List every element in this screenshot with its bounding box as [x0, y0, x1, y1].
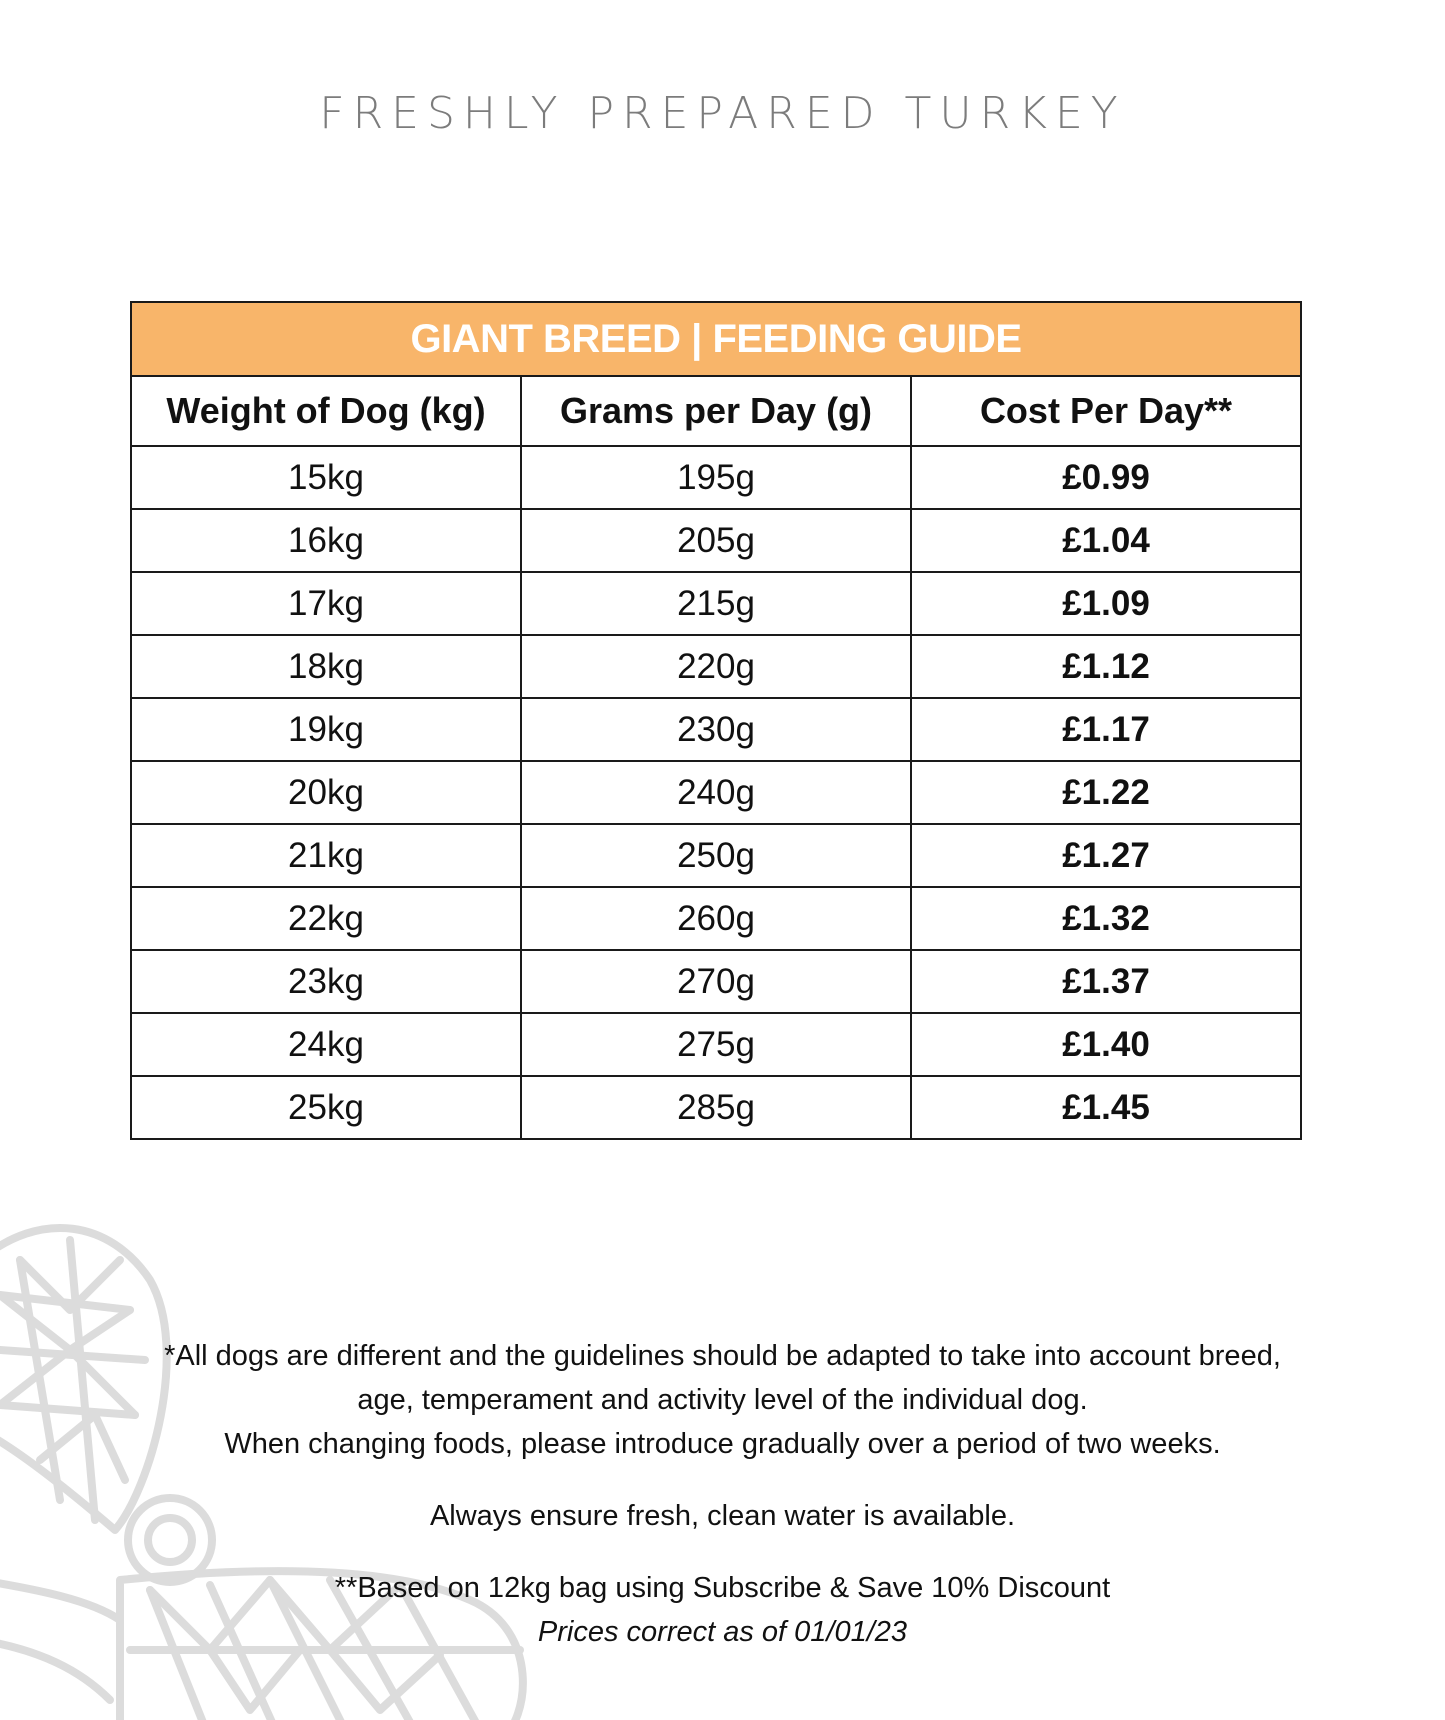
grams-cell: 240g [521, 761, 911, 824]
weight-cell: 24kg [131, 1013, 521, 1076]
column-header-grams: Grams per Day (g) [521, 376, 911, 446]
grams-cell: 285g [521, 1076, 911, 1139]
weight-cell: 21kg [131, 824, 521, 887]
grams-cell: 220g [521, 635, 911, 698]
weight-cell: 20kg [131, 761, 521, 824]
table-row [131, 572, 1301, 635]
cost-cell: £1.09 [911, 572, 1301, 635]
cost-cell: £1.40 [911, 1013, 1301, 1076]
table-row [131, 698, 1301, 761]
weight-cell: 25kg [131, 1076, 521, 1139]
weight-cell: 16kg [131, 509, 521, 572]
grams-cell: 215g [521, 572, 911, 635]
water-note: Always ensure fresh, clean water is available. [429, 1500, 1016, 1532]
cost-cell: £1.22 [911, 761, 1301, 824]
weight-cell: 19kg [131, 698, 521, 761]
cost-cell: £1.12 [911, 635, 1301, 698]
price-date-note: Prices correct as of 01/01/23 [537, 1616, 908, 1648]
column-header-weight: Weight of Dog (kg) [131, 376, 521, 446]
grams-cell: 195g [521, 446, 911, 509]
table-row [131, 887, 1301, 950]
feeding-guide-table [130, 301, 1302, 1140]
table-row [131, 635, 1301, 698]
table-row [131, 950, 1301, 1013]
table-header-row [131, 376, 1301, 446]
weight-cell: 15kg [131, 446, 521, 509]
table-caption-row [131, 302, 1301, 376]
grams-cell: 270g [521, 950, 911, 1013]
table-row [131, 1013, 1301, 1076]
cost-cell: £0.99 [911, 446, 1301, 509]
cost-cell: £1.17 [911, 698, 1301, 761]
page-title: FRESHLY PREPARED TURKEY [319, 88, 1126, 139]
table-row [131, 1076, 1301, 1139]
transition-note: When changing foods, please introduce gradually over a period of two weeks. [224, 1428, 1221, 1460]
cost-cell: £1.04 [911, 509, 1301, 572]
weight-cell: 18kg [131, 635, 521, 698]
weight-cell: 17kg [131, 572, 521, 635]
grams-cell: 205g [521, 509, 911, 572]
table-row [131, 446, 1301, 509]
notes-section [0, 1334, 1445, 1654]
cost-cell: £1.32 [911, 887, 1301, 950]
disclaimer-line-2: age, temperament and activity level of the individual dog. [357, 1384, 1088, 1416]
grams-cell: 275g [521, 1013, 911, 1076]
grams-cell: 260g [521, 887, 911, 950]
table-row [131, 824, 1301, 887]
weight-cell: 23kg [131, 950, 521, 1013]
column-header-cost: Cost Per Day** [911, 376, 1301, 446]
grams-cell: 250g [521, 824, 911, 887]
cost-cell: £1.37 [911, 950, 1301, 1013]
pricing-basis-note: **Based on 12kg bag using Subscribe & Save 10% Discount [334, 1572, 1111, 1604]
cost-cell: £1.27 [911, 824, 1301, 887]
table-row [131, 761, 1301, 824]
weight-cell: 22kg [131, 887, 521, 950]
table-row [131, 509, 1301, 572]
grams-cell: 230g [521, 698, 911, 761]
table-caption: GIANT BREED | FEEDING GUIDE [131, 302, 1301, 376]
disclaimer-line-1: *All dogs are different and the guidelines should be adapted to take into account breed, [164, 1340, 1281, 1372]
cost-cell: £1.45 [911, 1076, 1301, 1139]
